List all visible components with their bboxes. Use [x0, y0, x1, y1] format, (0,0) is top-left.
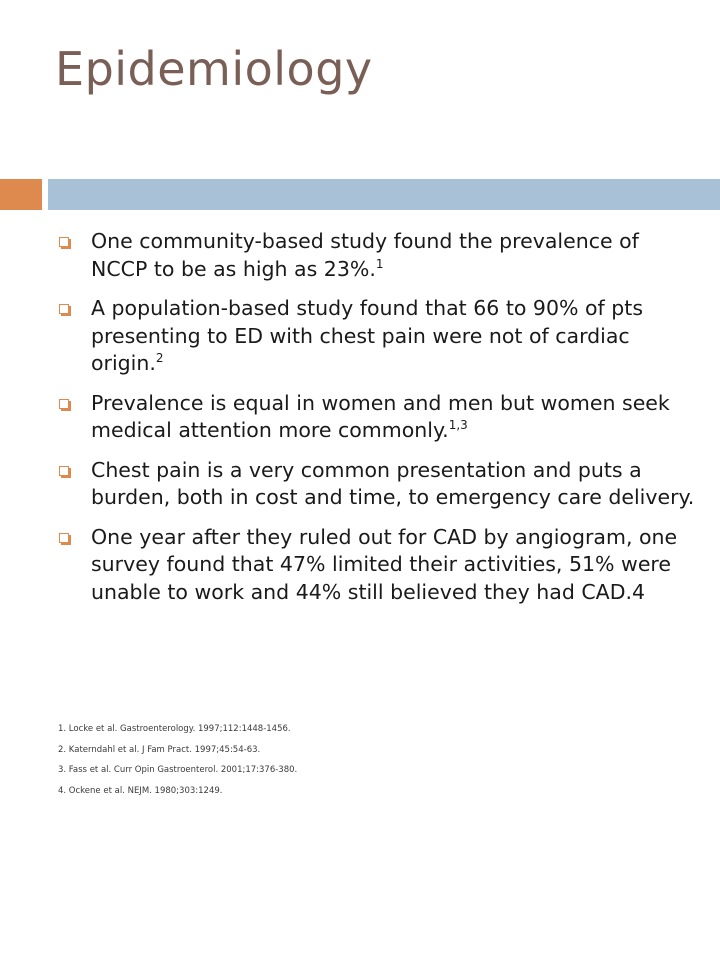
- reference-list: [58, 724, 678, 806]
- square-bullet-icon: [59, 533, 69, 543]
- bullet-item: [58, 295, 698, 378]
- square-bullet-icon: [59, 466, 69, 476]
- bullet-item: [58, 524, 698, 607]
- title-rule-bar: [48, 179, 720, 210]
- bullet-text: One community-based study found the prevalence of NCCP to be as high as 23%.: [91, 229, 639, 281]
- citation-superscript: 1,3: [448, 418, 468, 432]
- bullet-text: Prevalence is equal in women and men but women seek medical attention more commonly.: [91, 390, 670, 442]
- bullet-text: Chest pain is a very common presentation and puts a burden, both in cost and time, to emergency care delivery.: [91, 457, 695, 509]
- reference-item: 2. Katerndahl et al. J Fam Pract. 1997;45:54-63.: [58, 744, 261, 755]
- bullet-item: [58, 457, 698, 512]
- square-bullet-icon: [59, 304, 69, 314]
- bullet-list: [58, 228, 698, 618]
- square-bullet-icon: [59, 399, 69, 409]
- reference-item: 1. Locke et al. Gastroenterology. 1997;112:1448-1456.: [58, 724, 291, 734]
- title-rule-accent: [0, 179, 42, 210]
- citation-superscript: 2: [155, 351, 164, 365]
- bullet-text: One year after they ruled out for CAD by angiogram, one survey found that 47% limited their activities, 51% were unable to work and 44% still believed they had CAD.4: [91, 524, 678, 604]
- bullet-item: [58, 390, 698, 445]
- bullet-text: A population-based study found that 66 to 90% of pts presenting to ED with chest pain were not of cardiac origin.: [91, 296, 643, 375]
- bullet-item: [58, 228, 698, 283]
- page-title: Epidemiology: [55, 42, 373, 96]
- citation-superscript: 1: [375, 256, 384, 271]
- square-bullet-icon: [59, 237, 69, 247]
- reference-item: 3. Fass et al. Curr Opin Gastroenterol. 2001;17:376-380.: [58, 765, 298, 775]
- reference-item: 4. Ockene et al. NEJM. 1980;303:1249.: [58, 785, 223, 796]
